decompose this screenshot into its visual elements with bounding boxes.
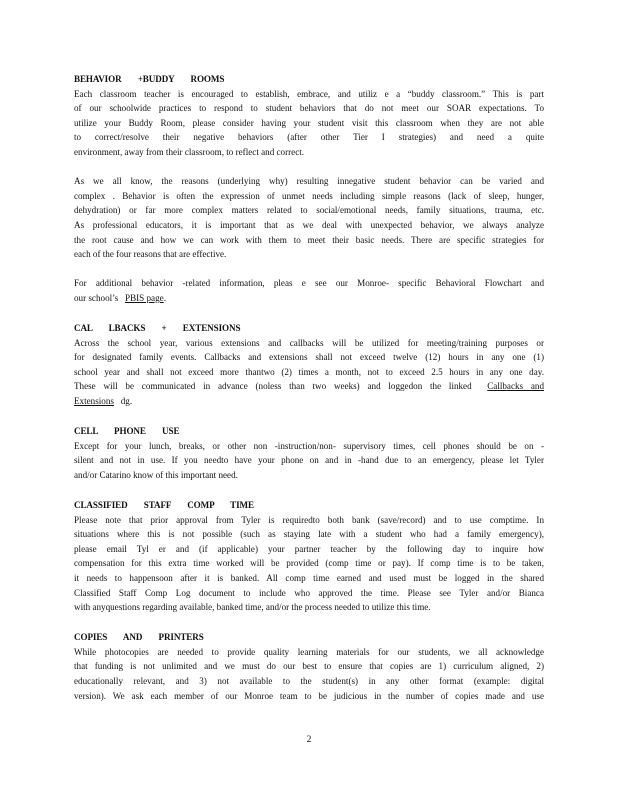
section-heading: CAL LBACKS + EXTENSIONS <box>74 323 241 333</box>
text-line: While photocopies are needed to provide quality learning materials for our students, we all acknowledge <box>74 646 544 657</box>
text-line: to correct/resolve their negative behaviors (after other Tier I strategies) and need a quite <box>74 132 544 143</box>
callbacks-extensions-link[interactable]: Callbacks and <box>487 381 544 392</box>
text-line: it needs to happensoon after it is banked. All comp time earned and used must be logged in the shared <box>74 572 544 583</box>
text-line <box>74 291 544 306</box>
section-copies-printers <box>74 630 544 703</box>
document-page <box>74 72 544 703</box>
text-line: dehydration) or far more complex matters related to social/emotional needs, family situations, trauma, etc. <box>74 205 544 216</box>
text-line: of our schoolwide practices to respond to student behaviors that do not meet our SOAR expectations. To <box>74 103 544 114</box>
text-line: Across the school year, various extensions and callbacks will be utilized for meeting/training purposes or <box>74 337 544 348</box>
section-classified-staff-comp-time <box>74 498 544 615</box>
text-line: For additional behavior -related information, pleas e see our Monroe- specific Behavioral Flowchart and <box>74 278 544 289</box>
text-line: version). We ask each member of our Monroe team to be judicious in the number of copies made and use <box>74 690 544 701</box>
section-heading: CLASSIFIED STAFF COMP TIME <box>74 499 254 510</box>
text-line: situations where this is not possible (such as staying late with a student who had a family emergency), <box>74 529 544 540</box>
text-line: that funding is not unlimited and we must do our best to ensure that copies are 1) curriculum aligned, 2) <box>74 661 544 672</box>
text-line <box>74 394 544 409</box>
text-line: Except for your lunch, breaks, or other non -instruction/non- supervisory times, cell phones should be on - <box>74 440 544 451</box>
section-heading: CELL PHONE USE <box>74 426 180 437</box>
section-cell-phone-use <box>74 424 544 482</box>
section-heading: BEHAVIOR +BUDDY ROOMS <box>74 74 225 84</box>
text-line: the root cause and how we can work with them to meet their basic needs. There are specific strategies for <box>74 234 544 245</box>
text-line: school year and shall not exceed more thantwo (2) times a month, not to exceed 2.5 hours in any one day. <box>74 366 544 377</box>
section-callbacks-extensions <box>74 321 544 409</box>
text-line: environment, away from their classroom, to reflect and correct. <box>74 146 305 157</box>
text-line: Classified Staff Comp Log document to include who approved the time. Please see Tyler and/or Bianca <box>74 587 544 598</box>
text-line: for designated family events. Callbacks and extensions shall not exceed twelve (12) hours in any one (1) <box>74 352 544 363</box>
text-fragment: our school’s <box>74 292 119 303</box>
paragraph <box>74 87 544 160</box>
text-line: Each classroom teacher is encouraged to establish, embrace, and utiliz e a “buddy classroom.” This is part <box>74 88 544 99</box>
section-behavior-buddy-rooms <box>74 72 544 306</box>
text-line: complex . Behavior is often the expression of unmet needs including simple reasons (lack of sleep, hunger, <box>74 190 544 201</box>
text-line: please email Tyl er and (if applicable) your partner teacher by the following day to inquire how <box>74 543 544 554</box>
text-line: As we all know, the reasons (underlying why) resulting innegative student behavior can be varied and <box>74 176 544 187</box>
text-line: As professional educators, it is important that as we deal with unexpected behavior, we always analyze <box>74 219 544 230</box>
text-fragment: These will be communicated in advance (noless than two weeks) and loggedon the linked <box>74 381 472 392</box>
text-line <box>74 379 544 394</box>
text-fragment: . <box>163 292 166 303</box>
text-line: silent and not in use. If you needto have your phone on and in -hand due to an emergency, please let Tyler <box>74 455 544 466</box>
pbis-page-link[interactable]: PBIS page <box>125 292 164 303</box>
text-line: each of the four reasons that are effective. <box>74 249 227 260</box>
paragraph <box>74 276 544 305</box>
text-line: Please note that prior approval from Tyler is requiredto both bank (save/record) and to use comptime. In <box>74 514 544 525</box>
page-number: 2 <box>306 735 312 745</box>
text-line: with anyquestions regarding available, banked time, and/or the process needed to utilize this time. <box>74 602 431 613</box>
text-line: educationally relevant, and 3) not available to the student(s) in any other format (example: digital <box>74 675 544 686</box>
text-fragment: dg. <box>120 395 133 406</box>
callbacks-extensions-link-continued[interactable]: Extensions <box>74 395 114 406</box>
paragraph <box>74 174 544 262</box>
section-heading: COPIES AND PRINTERS <box>74 632 204 643</box>
text-line: and/or Catarino know of this important need. <box>74 469 238 480</box>
text-line: utilize your Buddy Room, please consider having your student visit this classroom when they are not able <box>74 117 544 128</box>
text-line: compensation for this extra time worked will be provided (comp time or pay). If comp time is to be taken, <box>74 558 544 569</box>
